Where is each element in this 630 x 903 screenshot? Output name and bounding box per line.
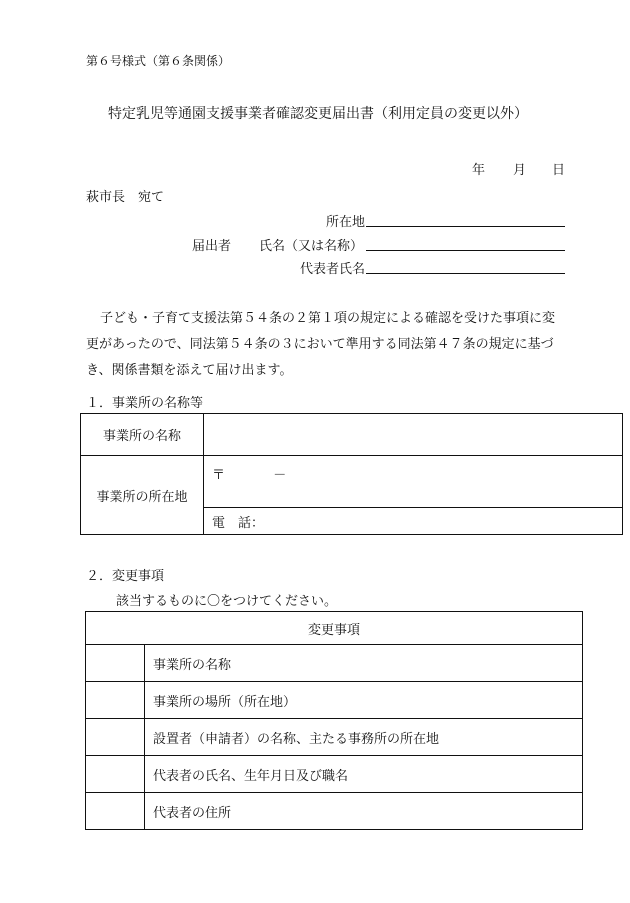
- postal-code-cell[interactable]: [204, 456, 623, 508]
- body-line-2: 更があったので、同法第５４条の３において準用する同法第４７条の規定に基づ: [86, 337, 554, 352]
- check-cell-4[interactable]: [86, 756, 145, 793]
- facility-name-cell[interactable]: [204, 414, 623, 456]
- date-month-label: 月: [513, 163, 527, 178]
- name-label: 氏名（又は名称）: [259, 239, 364, 254]
- change-item-3: 設置者（申請者）の名称、主たる事務所の所在地: [145, 719, 583, 756]
- facility-name-label: 事業所の名称: [81, 414, 204, 456]
- check-cell-3[interactable]: [86, 719, 145, 756]
- facility-address-label: 事業所の所在地: [81, 456, 204, 535]
- change-items-header: 変更事項: [86, 612, 583, 645]
- body-line-1: 子ども・子育て支援法第５４条の２第１項の規定による確認を受けた事項に変: [100, 311, 556, 326]
- section2-instruction: 該当するものに〇をつけてください。: [116, 594, 338, 609]
- facility-info-table: [80, 413, 623, 535]
- change-item-2: 事業所の場所（所在地）: [145, 682, 583, 719]
- change-item-4: 代表者の氏名、生年月日及び職名: [145, 756, 583, 793]
- table-row: [86, 756, 583, 793]
- location-input-line[interactable]: [366, 226, 565, 227]
- addressee: 萩市長 宛て: [86, 190, 165, 205]
- phone-label: 電 話：: [212, 515, 265, 531]
- check-cell-1[interactable]: [86, 645, 145, 682]
- representative-input-line[interactable]: [366, 273, 565, 274]
- postal-mark: 〒: [212, 468, 226, 483]
- postal-dash: －: [273, 468, 287, 483]
- table-row: [86, 682, 583, 719]
- date-year-label: 年: [472, 163, 486, 178]
- table-row: [86, 719, 583, 756]
- table-row: [86, 645, 583, 682]
- date-day-label: 日: [552, 163, 566, 178]
- document-title: 特定乳児等通園支援事業者確認変更届出書（利用定員の変更以外）: [108, 106, 528, 122]
- table-row: [86, 793, 583, 830]
- representative-label: 代表者氏名: [300, 262, 366, 277]
- check-cell-5[interactable]: [86, 793, 145, 830]
- check-cell-2[interactable]: [86, 682, 145, 719]
- section2-heading: ２．変更事項: [86, 569, 165, 584]
- change-item-1: 事業所の名称: [145, 645, 583, 682]
- change-items-table: [85, 611, 583, 830]
- applicant-label: 届出者: [192, 239, 232, 254]
- section1-heading: １．事業所の名称等: [86, 396, 204, 411]
- name-input-line[interactable]: [366, 250, 565, 251]
- body-line-3: き、関係書類を添えて届け出ます。: [86, 363, 293, 378]
- location-label: 所在地: [326, 215, 366, 230]
- change-item-5: 代表者の住所: [145, 793, 583, 830]
- phone-cell[interactable]: [204, 508, 623, 535]
- form-number: 第６号様式（第６条関係）: [86, 54, 231, 68]
